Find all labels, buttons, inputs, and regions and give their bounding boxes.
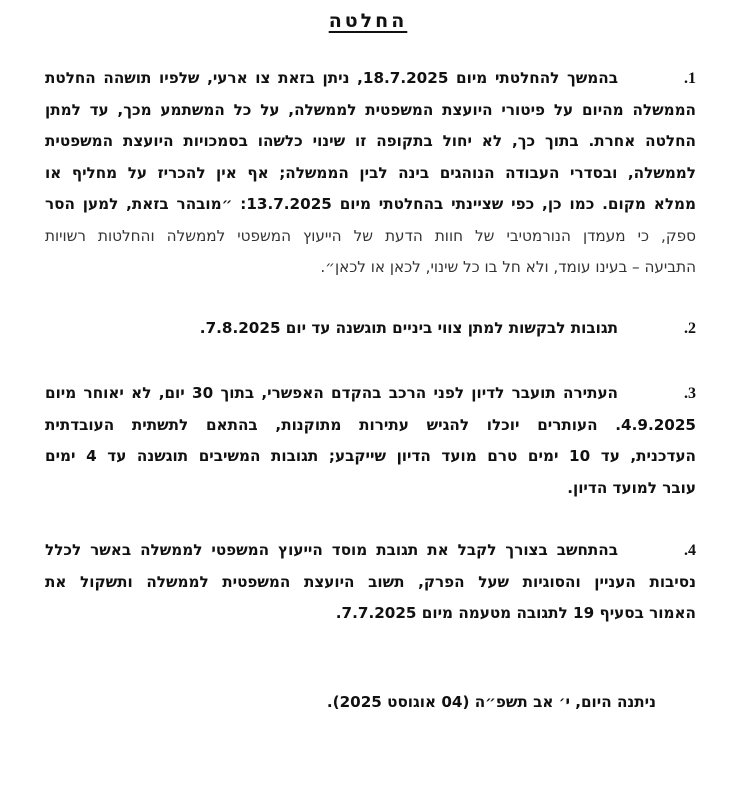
paragraph-4 <box>45 535 696 630</box>
paragraph-line: לממשלה, ובסדרי העבודה הנוהגים בינה לבין הממשלה; אף אין להכריז על מחליף או <box>45 163 696 182</box>
paragraph-line: החלטה אחרת. בתוך כך, לא יחול בתקופה זו שינוי כלשהו בסמכויות היועצת המשפטית <box>45 132 696 150</box>
line-text: בהמשך להחלטתי מיום 18.7.2025, ניתן בזאת צו ארעי, שלפיו תושהה החלטת <box>45 69 618 87</box>
paragraph-line <box>45 535 696 567</box>
paragraph-line <box>45 313 696 345</box>
paragraph-2 <box>45 313 696 345</box>
paragraph-line: עובר למועד הדיון. <box>567 478 696 497</box>
paragraph-line: 4.9.2025. העותרים יוכלו להגיש עתירות מתוקנות, בהתאם לתשתית העובדתית <box>45 415 696 434</box>
paragraph-line: האמור בסעיף 19 לתגובה מטעמה מיום 7.7.2025. <box>335 604 696 622</box>
paragraph-number: 3. <box>684 385 696 402</box>
quoted-line: ספק, כי מעמדן הנורמטיבי של חוות הדעת של הייעוץ המשפטי לממשלה והחלטות רשויות <box>45 226 696 245</box>
paragraph-line: הממשלה מהיום על פיטורי היועצת המשפטית לממשלה, על כל המשתמע מכך, עד למתן <box>45 100 696 119</box>
paragraph-line <box>45 63 696 95</box>
paragraph-number: 2. <box>684 320 696 337</box>
document-title <box>0 10 736 32</box>
signature-date-line: ניתנה היום, י׳ אב תשפ״ה (04 אוגוסט 2025). <box>326 693 656 711</box>
paragraph-number: 1. <box>684 70 696 87</box>
paragraph-3 <box>45 378 696 504</box>
quoted-line: התביעה – בעינו עומד, ולא חל בו כל שינוי, לכאן או לכאן״. <box>320 258 696 276</box>
line-text: העתירה תועבר לדיון לפני הרכב בהקדם האפשרי, בתוך 30 יום, לא יאוחר מיום <box>45 384 618 402</box>
line-text: בהתחשב בצורך לקבל את תגובת מוסד הייעוץ המשפטי לממשלה באשר לכלל <box>45 541 618 559</box>
paragraph-number: 4. <box>684 542 696 559</box>
paragraph-line: ממלא מקום. כמו כן, כפי שציינתי בהחלטתי מיום 13.7.2025: ״מובהר בזאת, למען הסר <box>45 195 696 213</box>
paragraph-line: נסיבות העניין והסוגיות שעל הפרק, תשוב היועצת המשפטית לממשלה ותשקול את <box>45 572 696 591</box>
paragraph-1 <box>45 63 696 284</box>
paragraph-line: העדכנית, עד 10 ימים טרם מועד הדיון שייקבע; תגובות המשיבים תוגשנה עד 4 ימים <box>45 447 696 465</box>
line-text: תגובות לבקשות למתן צווי ביניים תוגשנה עד יום 7.8.2025. <box>199 319 618 337</box>
title-text: החלטה <box>328 10 408 32</box>
paragraph-line <box>45 378 696 410</box>
